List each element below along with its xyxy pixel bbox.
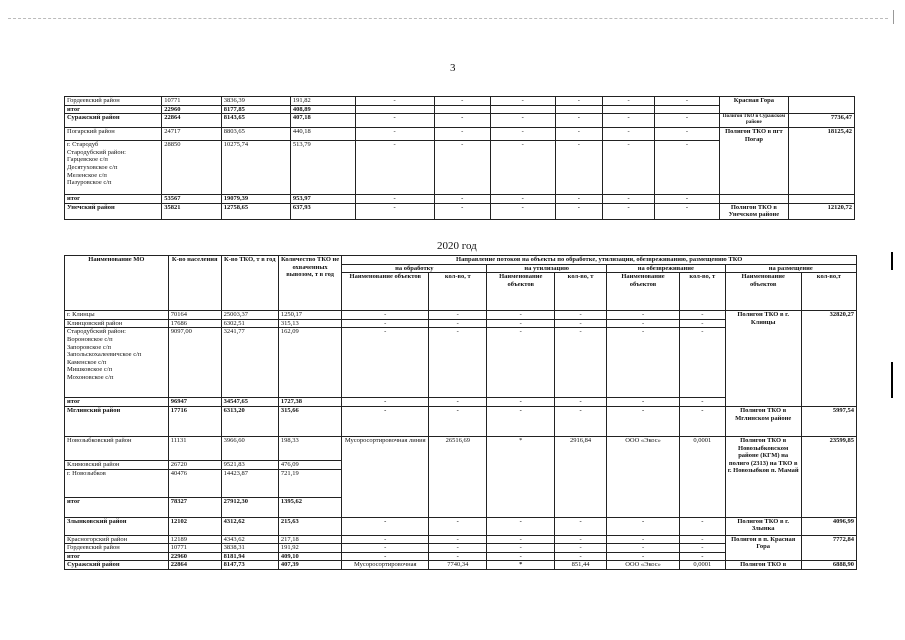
table-cell: 5997,54	[801, 406, 856, 436]
table-cell: 96947	[168, 398, 221, 407]
table-cell: -	[487, 328, 555, 398]
scan-bracket-mark	[891, 252, 893, 270]
table-cell: -	[607, 552, 680, 561]
table-cell: 851,44	[555, 561, 607, 570]
table-cell: 7736,47	[788, 114, 854, 128]
table-cell: -	[603, 128, 655, 141]
table-cell: -	[555, 552, 607, 561]
table-cell: -	[342, 319, 429, 328]
table-cell: 10771	[162, 97, 221, 106]
table-cell: Погарский район	[65, 128, 162, 141]
table-cell	[555, 105, 603, 114]
table-cell: 53567	[162, 195, 221, 204]
table-cell: -	[555, 97, 603, 106]
table-cell: Мусоросортировочная	[342, 561, 429, 570]
table-cell: Наименование объектов	[607, 273, 680, 311]
table-cell: -	[603, 97, 655, 106]
table-cell: -	[680, 398, 726, 407]
table-cell: -	[603, 203, 655, 219]
table-row	[65, 436, 857, 460]
table-cell: 198,33	[278, 436, 342, 460]
table-cell: 78327	[168, 497, 221, 517]
table-cell: 409,10	[278, 552, 342, 561]
table-cell: -	[342, 398, 429, 407]
table-cell: -	[355, 141, 434, 195]
table-cell: -	[487, 552, 555, 561]
table-cell: -	[434, 114, 490, 128]
table-cell: -	[429, 406, 487, 436]
table-cell: 22960	[162, 105, 221, 114]
table-cell: 440,18	[290, 128, 355, 141]
table-cell: ООО «Экос»	[607, 561, 680, 570]
table-cell: -	[654, 97, 719, 106]
scan-artifact-line	[8, 18, 888, 19]
table-cell: -	[487, 406, 555, 436]
header-row	[65, 256, 857, 265]
table-cell: Унечский район	[65, 203, 162, 219]
table-cell: -	[434, 195, 490, 204]
table-cell: Климовский район	[65, 460, 169, 469]
table-cell: Полигон ТКО в Суражском районе	[719, 114, 788, 128]
table-cell: 2916,84	[555, 436, 607, 517]
table-cell: 407,18	[290, 114, 355, 128]
table-cell: -	[603, 141, 655, 195]
table-cell: 22864	[162, 114, 221, 128]
table-row	[65, 128, 855, 141]
table-cell: 408,89	[290, 105, 355, 114]
table-cell: 26720	[168, 460, 221, 469]
table-cell: Мусоросортировочная линия	[342, 436, 429, 517]
table-cell: *	[487, 561, 555, 570]
table-cell: -	[555, 319, 607, 328]
table-cell	[490, 105, 555, 114]
table-cell: Новозыбковский район	[65, 436, 169, 460]
table-cell: -	[487, 544, 555, 553]
table-cell: 6302,51	[221, 319, 278, 328]
table-cell: 9097,00	[168, 328, 221, 398]
table-cell: на размещение	[725, 264, 856, 273]
table-cell: 7772,84	[801, 535, 856, 561]
table-cell: -	[429, 544, 487, 553]
table-cell: 22864	[168, 561, 221, 570]
table-cell: Красная Гора	[719, 97, 788, 114]
table-cell: -	[555, 535, 607, 544]
table-cell: -	[555, 114, 603, 128]
table-cell: -	[429, 517, 487, 535]
table-cell: 7740,34	[429, 561, 487, 570]
table-cell: 0,0001	[680, 436, 726, 517]
table-cell: -	[342, 311, 429, 320]
table-cell	[654, 105, 719, 114]
table-cell: итог	[65, 398, 169, 407]
table-cell: 23599,85	[801, 436, 856, 517]
scan-bracket-mark	[891, 362, 893, 398]
table-cell: 9521,83	[221, 460, 278, 469]
table-cell: 637,93	[290, 203, 355, 219]
table-cell: Гордеевский район	[65, 97, 162, 106]
table-cell: 953,97	[290, 195, 355, 204]
table-cell: 25003,37	[221, 311, 278, 320]
table-cell: 10275,74	[221, 141, 290, 195]
table-cell: Суражский район	[65, 114, 162, 128]
table-cell: -	[603, 114, 655, 128]
table-cell: итог	[65, 552, 169, 561]
table-cell: 8147,73	[221, 561, 278, 570]
table-cell: -	[429, 328, 487, 398]
table-cell: 26516,69	[429, 436, 487, 517]
table-cell: -	[555, 311, 607, 320]
table-cell: 315,13	[278, 319, 342, 328]
table-cell: -	[355, 114, 434, 128]
table-row	[65, 535, 857, 544]
table-cell: 32820,27	[801, 311, 856, 407]
table-cell: Стародубский район: Вороновское с/п Запоровское с/п Запольскохалеевичское с/п Каменское с/п Мишковское с/п Мохоновское с/п	[65, 328, 169, 398]
table-cell: -	[680, 328, 726, 398]
table-cell: 162,09	[278, 328, 342, 398]
table-cell: 28850	[162, 141, 221, 195]
table-cell: 4312,62	[221, 517, 278, 535]
table-cell: 27912,30	[221, 497, 278, 517]
table-cell: К-во населения	[168, 256, 221, 311]
table-cell: -	[607, 535, 680, 544]
table-cell: 6888,90	[801, 561, 856, 570]
table-cell: -	[342, 406, 429, 436]
table-cell: -	[434, 141, 490, 195]
table-cell: -	[603, 195, 655, 204]
table-cell: -	[555, 328, 607, 398]
table-cell: 1395,62	[278, 497, 342, 517]
table-cell: -	[487, 517, 555, 535]
table-cell: Наименование объектов	[725, 273, 801, 311]
table-cell: -	[342, 328, 429, 398]
table-cell: 4343,62	[221, 535, 278, 544]
table-cell	[355, 105, 434, 114]
table-cell: 14423,87	[221, 469, 278, 497]
table-cell: -	[680, 517, 726, 535]
table-cell: -	[654, 195, 719, 204]
table-cell: на утилизацию	[487, 264, 607, 273]
table-cell: Мглинский район	[65, 406, 169, 436]
table-cell: 12189	[168, 535, 221, 544]
table-cell: -	[680, 535, 726, 544]
table-cell: К-во ТКО, т в год	[221, 256, 278, 311]
table-cell: -	[607, 517, 680, 535]
table-cell: -	[654, 141, 719, 195]
table-cell: -	[555, 517, 607, 535]
table-cell: 22960	[168, 552, 221, 561]
table-cell: итог	[65, 195, 162, 204]
table-cell: -	[654, 203, 719, 219]
table-cell	[434, 105, 490, 114]
table-cell: -	[487, 319, 555, 328]
table-cell: -	[680, 406, 726, 436]
table-row	[65, 561, 857, 570]
table-cell: -	[355, 195, 434, 204]
table-cell: -	[429, 311, 487, 320]
scan-edge-mark	[893, 10, 900, 24]
table-cell: -	[342, 517, 429, 535]
table-cell: Клинцовский район	[65, 319, 169, 328]
table-cell: 11131	[168, 436, 221, 460]
table-cell: -	[342, 535, 429, 544]
table-cell: 8803,65	[221, 128, 290, 141]
table-cell: -	[555, 544, 607, 553]
year-2020-table	[64, 255, 857, 570]
table-cell: *	[487, 436, 555, 517]
table-row	[65, 97, 855, 106]
table-cell: -	[487, 398, 555, 407]
table-cell: Злынковский район	[65, 517, 169, 535]
table-row	[65, 517, 857, 535]
table-cell	[788, 97, 854, 114]
table-cell: -	[342, 552, 429, 561]
table-cell: кол-во, т	[555, 273, 607, 311]
table-row	[65, 195, 855, 204]
table-cell: Гордеевский район	[65, 544, 169, 553]
table-cell: кол-во, т	[680, 273, 726, 311]
table-cell: Наименование объектов	[487, 273, 555, 311]
table-cell: 3838,31	[221, 544, 278, 553]
table-cell: Полигон ТКО в Унечском районе	[719, 203, 788, 219]
table-cell: -	[555, 203, 603, 219]
table-cell: -	[355, 203, 434, 219]
table-cell: 476,09	[278, 460, 342, 469]
table-cell	[788, 195, 854, 204]
table-cell: 12120,72	[788, 203, 854, 219]
table-cell: Полигон ТКО в пгт Погар	[719, 128, 788, 195]
table-cell: -	[434, 97, 490, 106]
table-cell: 8177,85	[221, 105, 290, 114]
table-cell: кол-во,т	[801, 273, 856, 311]
table-cell: 17686	[168, 319, 221, 328]
table-cell: -	[654, 128, 719, 141]
table-cell: 217,18	[278, 535, 342, 544]
table-cell: 12102	[168, 517, 221, 535]
table-cell: итог	[65, 105, 162, 114]
table-cell: 215,63	[278, 517, 342, 535]
table-cell: -	[490, 114, 555, 128]
table-cell: -	[429, 319, 487, 328]
table-cell: 8181,94	[221, 552, 278, 561]
table-cell: -	[680, 552, 726, 561]
table-cell: 34547,65	[221, 398, 278, 407]
table-cell: 24717	[162, 128, 221, 141]
table-cell: кол-во, т	[429, 273, 487, 311]
year-caption: 2020 год	[437, 240, 477, 252]
table-cell: -	[490, 97, 555, 106]
table-cell: -	[607, 398, 680, 407]
table-row	[65, 311, 857, 320]
table-cell: -	[555, 406, 607, 436]
table-cell	[603, 105, 655, 114]
table-cell: Полигон ТКО в Мглинском районе	[725, 406, 801, 436]
table-cell: 17716	[168, 406, 221, 436]
table-cell: -	[680, 319, 726, 328]
table-cell: -	[490, 141, 555, 195]
table-cell: 191,82	[290, 97, 355, 106]
table-cell: -	[555, 128, 603, 141]
table-cell: 513,79	[290, 141, 355, 195]
table-cell: Полигон ТКО в г. Клинцы	[725, 311, 801, 407]
table-cell: Полигон ТКО в Новозыбковском районе (КГМ) на полиго (2313) на ТКО в г. Новозыбков п. Мамай	[725, 436, 801, 517]
table-cell: 19079,39	[221, 195, 290, 204]
table-cell: Полигон ТКО в г. Злынка	[725, 517, 801, 535]
table-cell: -	[607, 328, 680, 398]
table-cell: Направление потоков на объекты по обработке, утилизации, обезвреживанию, размещению ТКО	[342, 256, 857, 265]
table-cell: 721,19	[278, 469, 342, 497]
table-cell: 315,66	[278, 406, 342, 436]
table-cell: 40476	[168, 469, 221, 497]
table-cell: -	[487, 311, 555, 320]
table-cell: на обезвреживание	[607, 264, 726, 273]
table-row	[65, 406, 857, 436]
table-cell: 1250,17	[278, 311, 342, 320]
table-cell: 10771	[168, 544, 221, 553]
page-number: 3	[450, 62, 456, 74]
table-cell: -	[555, 398, 607, 407]
table-cell: -	[607, 406, 680, 436]
table-cell: Красногорский район	[65, 535, 169, 544]
table-cell: итог	[65, 497, 169, 517]
table-cell: ООО «Экос»	[607, 436, 680, 517]
table-row	[65, 114, 855, 128]
table-cell: -	[429, 535, 487, 544]
table-cell: -	[490, 195, 555, 204]
table-cell: 3241,77	[221, 328, 278, 398]
table-cell: 3836,39	[221, 97, 290, 106]
table-cell: 35821	[162, 203, 221, 219]
table-cell: Полигон ТКО в	[725, 561, 801, 570]
table-cell: -	[429, 398, 487, 407]
table-cell: -	[555, 141, 603, 195]
table-cell: 4096,99	[801, 517, 856, 535]
previous-year-table	[64, 96, 855, 220]
table-cell: Количество ТКО не охваченных вывозом, т в год	[278, 256, 342, 311]
table-cell: -	[342, 544, 429, 553]
table-cell: 6313,20	[221, 406, 278, 436]
table-cell: -	[487, 535, 555, 544]
table-cell: на обработку	[342, 264, 487, 273]
table-cell: -	[355, 97, 434, 106]
table-cell: г. Стародуб Стародубский район: Гарцевское с/п Десятуховское с/п Меленское с/п Пазуровское с/п	[65, 141, 162, 195]
table-cell: -	[680, 544, 726, 553]
table-cell: -	[434, 128, 490, 141]
table-cell: 3966,60	[221, 436, 278, 460]
table-cell: Наименование объектов	[342, 273, 429, 311]
table-row	[65, 203, 855, 219]
table-cell	[719, 195, 788, 204]
table-cell: -	[434, 203, 490, 219]
table-cell: -	[680, 311, 726, 320]
table-cell: Полигон в п. Красная Гора	[725, 535, 801, 561]
table-cell: 191,92	[278, 544, 342, 553]
table-cell: г. Новозыбков	[65, 469, 169, 497]
table-cell: 407,39	[278, 561, 342, 570]
table-cell: -	[490, 128, 555, 141]
table-cell: Суражский район	[65, 561, 169, 570]
table-cell: 12758,65	[221, 203, 290, 219]
table-cell: -	[490, 203, 555, 219]
table-cell: г. Клинцы	[65, 311, 169, 320]
table-cell: Наименование МО	[65, 256, 169, 311]
table-cell: 18125,42	[788, 128, 854, 195]
table-cell: -	[607, 319, 680, 328]
table-cell: -	[654, 114, 719, 128]
table-cell: 70164	[168, 311, 221, 320]
table-cell: 0,0001	[680, 561, 726, 570]
table-cell: -	[355, 128, 434, 141]
table-cell: -	[555, 195, 603, 204]
table-cell: -	[607, 311, 680, 320]
table-cell: 8143,65	[221, 114, 290, 128]
table-cell: 1727,38	[278, 398, 342, 407]
table-cell: -	[607, 544, 680, 553]
table-cell: -	[429, 552, 487, 561]
